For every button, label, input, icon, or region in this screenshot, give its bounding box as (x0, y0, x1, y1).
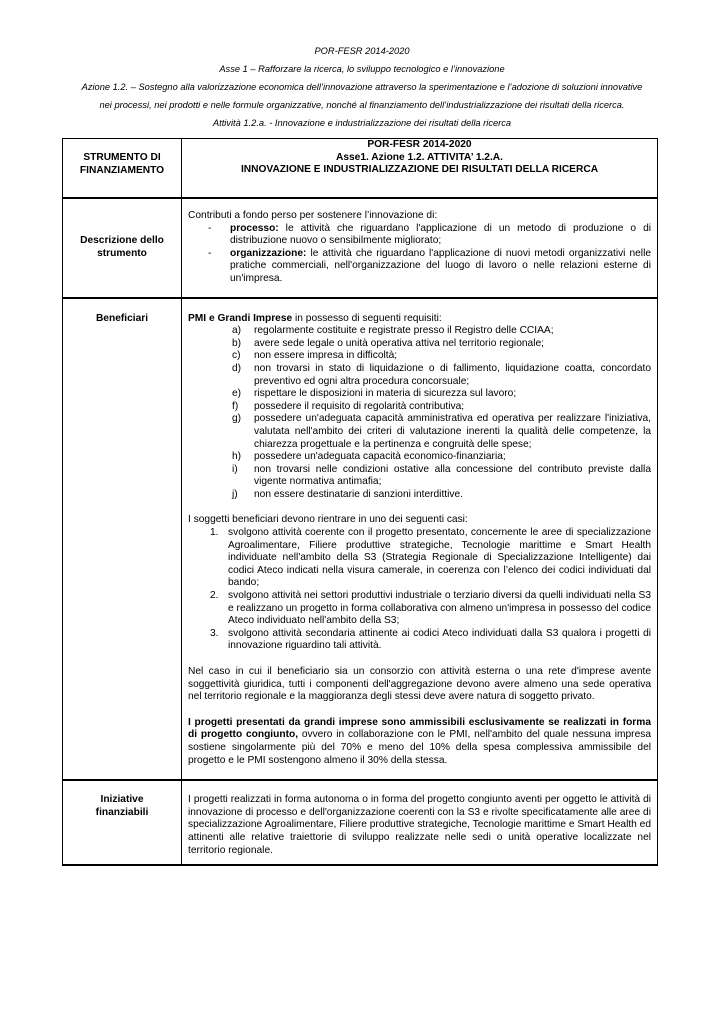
beneficiari-intro-bold: PMI e Grandi Imprese (188, 312, 293, 324)
list-text: svolgono attività secondaria attinente ai codici Ateco individuati dalla S3 qualora i progetti di innovazione riguardino tali attività. (228, 627, 651, 652)
document-header (40, 42, 684, 132)
label-iniziative (63, 780, 182, 865)
label-descrizione-line2: strumento (97, 247, 147, 259)
label-iniziative-line2: finanziabili (95, 806, 149, 818)
list-text: non trovarsi in stato di liquidazione o di fallimento, liquidazione coatta, concordato preventivo ed ogni altra procedura concorsuale; (254, 362, 651, 387)
list-text: possedere un'adeguata capacità amministrativa ed operativa per realizzare l'iniziativa, valutata nell'ambito dei criteri di valutazione inerenti la qualità delle competenze, la chiarezza progettuale e la pertinenza e congruità delle spese; (254, 413, 651, 450)
list-marker: b) (232, 337, 242, 349)
header-line-asse: Asse 1 – Rafforzare la ricerca, lo sviluppo tecnologico e l’innovazione (219, 64, 505, 74)
list-item (188, 489, 651, 502)
list-text: possedere il requisito di regolarità contributiva; (254, 400, 465, 412)
list-marker: 2. (210, 590, 219, 602)
header-line-azione: Azione 1.2. – Sostegno alla valorizzazione economica dell’innovazione attraverso la sperimentazione e l’adozione di soluzioni innovative (81, 82, 643, 92)
header-title-cell (182, 139, 658, 199)
list-item (188, 590, 651, 628)
text-processo: le attività che riguardano l'applicazione di un metodo di produzione o di distribuzione nuovo o sensibilmente migliorato; (230, 222, 651, 247)
casi-intro: I soggetti beneficiari devono rientrare in uno dei seguenti casi: (188, 514, 468, 526)
list-text: non essere impresa in difficoltà; (254, 350, 398, 362)
descrizione-intro: Contributi a fondo perso per sostenere l’innovazione di: (188, 210, 438, 221)
list-item (188, 350, 651, 363)
list-text: possedere un'adeguata capacità economico-finanziaria; (254, 451, 506, 463)
list-marker: d) (232, 362, 242, 374)
list-text: svolgono attività coerente con il progetto presentato, concernente le aree di specializzazione Agroalimentare, Filiere produttive strategiche, Tecnologie marittime e Smart Health individuate nell'ambito della S3 (Strategia Regionale di Specializzazione Intelligente) dai codici Ateco indicati nella visura camerale, in coerenza con l’elenco dei codici individuati dal bando; (228, 527, 651, 589)
list-item (188, 248, 651, 286)
list-text: regolarmente costituite e registrate presso il Registro delle CCIAA; (254, 325, 554, 337)
term-processo: processo: (230, 222, 279, 234)
list-text: avere sede legale o unità operativa attiva nel territorio regionale; (254, 337, 544, 349)
beneficiari-intro (188, 313, 651, 326)
list-item (188, 628, 651, 653)
header-label-line2: FINANZIAMENTO (79, 164, 165, 176)
list-item (188, 413, 651, 451)
label-descrizione-line1: Descrizione dello (80, 235, 164, 246)
list-marker: 3. (210, 627, 219, 639)
label-iniziative-line1: Iniziative (100, 794, 144, 806)
text-organizzazione: le attività che riguardano l'applicazione di nuovi metodi organizzativi nelle pratiche commerciali, nell'organizzazione del luogo di lavoro o nelle relazioni esterne di un'impresa. (230, 247, 651, 284)
casi-list (188, 527, 651, 653)
content-descrizione (182, 198, 658, 298)
list-marker: i) (232, 463, 238, 475)
list-marker: e) (232, 388, 242, 400)
consorzio-paragraph: Nel caso in cui il beneficiario sia un consorzio con attività esterna o una rete d'imprese avente soggettività giuridica, tutti i componenti dell'aggregazione devono avere almeno una sede operativa nel territorio regionale e la maggioranza degli stessi deve avere natura di soggetto privato. (188, 666, 651, 703)
header-line-azione-cont: nei processi, nei prodotti e nelle formule organizzative, nonché al finanziamento dell’industrializzazione dei risultati della ricerca. (99, 100, 625, 110)
list-marker: f) (232, 400, 239, 412)
requisiti-list (188, 325, 651, 501)
list-item (188, 401, 651, 414)
table-header-row (63, 139, 658, 199)
list-text: non trovarsi nelle condizioni ostative alla concessione del contributo previste dalla vigente normativa antimafia; (254, 463, 651, 488)
grandi-imprese-bold: I progetti presentati da grandi imprese sono ammissibili esclusivamente se realizzati in forma di progetto congiunto, (188, 716, 651, 741)
beneficiari-intro-rest: in possesso di seguenti requisiti: (292, 312, 442, 324)
list-text: rispettare le disposizioni in materia di sicurezza sul lavoro; (254, 388, 517, 400)
header-label-cell (63, 139, 182, 199)
list-marker: j) (232, 488, 238, 500)
list-marker: c) (232, 350, 241, 362)
label-descrizione (63, 198, 182, 298)
header-title-line3: INNOVAZIONE E INDUSTRIALIZZAZIONE DEI RISULTATI DELLA RICERCA (240, 164, 599, 176)
header-line-attivita: Attività 1.2.a. - Innovazione e industrializzazione dei risultati della ricerca (212, 118, 512, 128)
list-item (188, 464, 651, 489)
list-marker: g) (232, 413, 242, 425)
descrizione-list (188, 223, 651, 286)
list-item (188, 223, 651, 248)
header-line-program: POR-FESR 2014-2020 (314, 46, 410, 56)
content-iniziative: I progetti realizzati in forma autonoma o in forma del progetto congiunto aventi per oggetto le attività di innovazione di processo e dell'organizzazione coerenti con la S3 e rivolte specificatamente alle aree di specializzazione Agroalimentare, Filiere produttive strategiche, Tecnologie marittime e Smart Health ed attinenti alle relative traiettorie di sviluppo realizzate nelle sedi o unità operative localizzate nel territorio regionale. (182, 780, 658, 865)
dash-marker: - (208, 247, 212, 259)
funding-instrument-table (62, 138, 658, 866)
list-marker: a) (232, 325, 242, 337)
list-item (188, 363, 651, 388)
list-marker: h) (232, 451, 242, 463)
list-text: svolgono attività nei settori produttivi industriale o terziario diversi da quelli individuati nella S3 e realizzano un progetto in forma collaborativa con almeno un'impresa in possesso del codice Ateco individuato nell'ambito della S3; (228, 590, 651, 627)
list-item (188, 388, 651, 401)
list-item (188, 325, 651, 338)
header-title-line2: Asse1. Azione 1.2. ATTIVITA’ 1.2.A. (335, 151, 503, 163)
list-item (188, 451, 651, 464)
row-iniziative (63, 780, 658, 865)
header-title-line1: POR-FESR 2014-2020 (367, 139, 472, 150)
content-beneficiari (182, 298, 658, 781)
list-item (188, 527, 651, 590)
label-beneficiari: Beneficiari (63, 298, 182, 781)
grandi-imprese-paragraph (188, 717, 651, 767)
list-item (188, 338, 651, 351)
list-text: non essere destinatarie di sanzioni interdittive. (254, 488, 463, 500)
row-beneficiari (63, 298, 658, 781)
header-label-line1: STRUMENTO DI (83, 152, 161, 163)
grandi-imprese-rest: ovvero in collaborazione con le PMI, nell'ambito del quale nessuna impresa sostiene singolarmente più del 70% e meno del 10% della spesa complessiva ammissibile del progetto e le PMI sostengono almeno il 30% della stessa. (188, 729, 652, 766)
dash-marker: - (208, 222, 212, 234)
row-descrizione (63, 198, 658, 298)
term-organizzazione: organizzazione: (230, 247, 307, 259)
list-marker: 1. (210, 527, 219, 539)
